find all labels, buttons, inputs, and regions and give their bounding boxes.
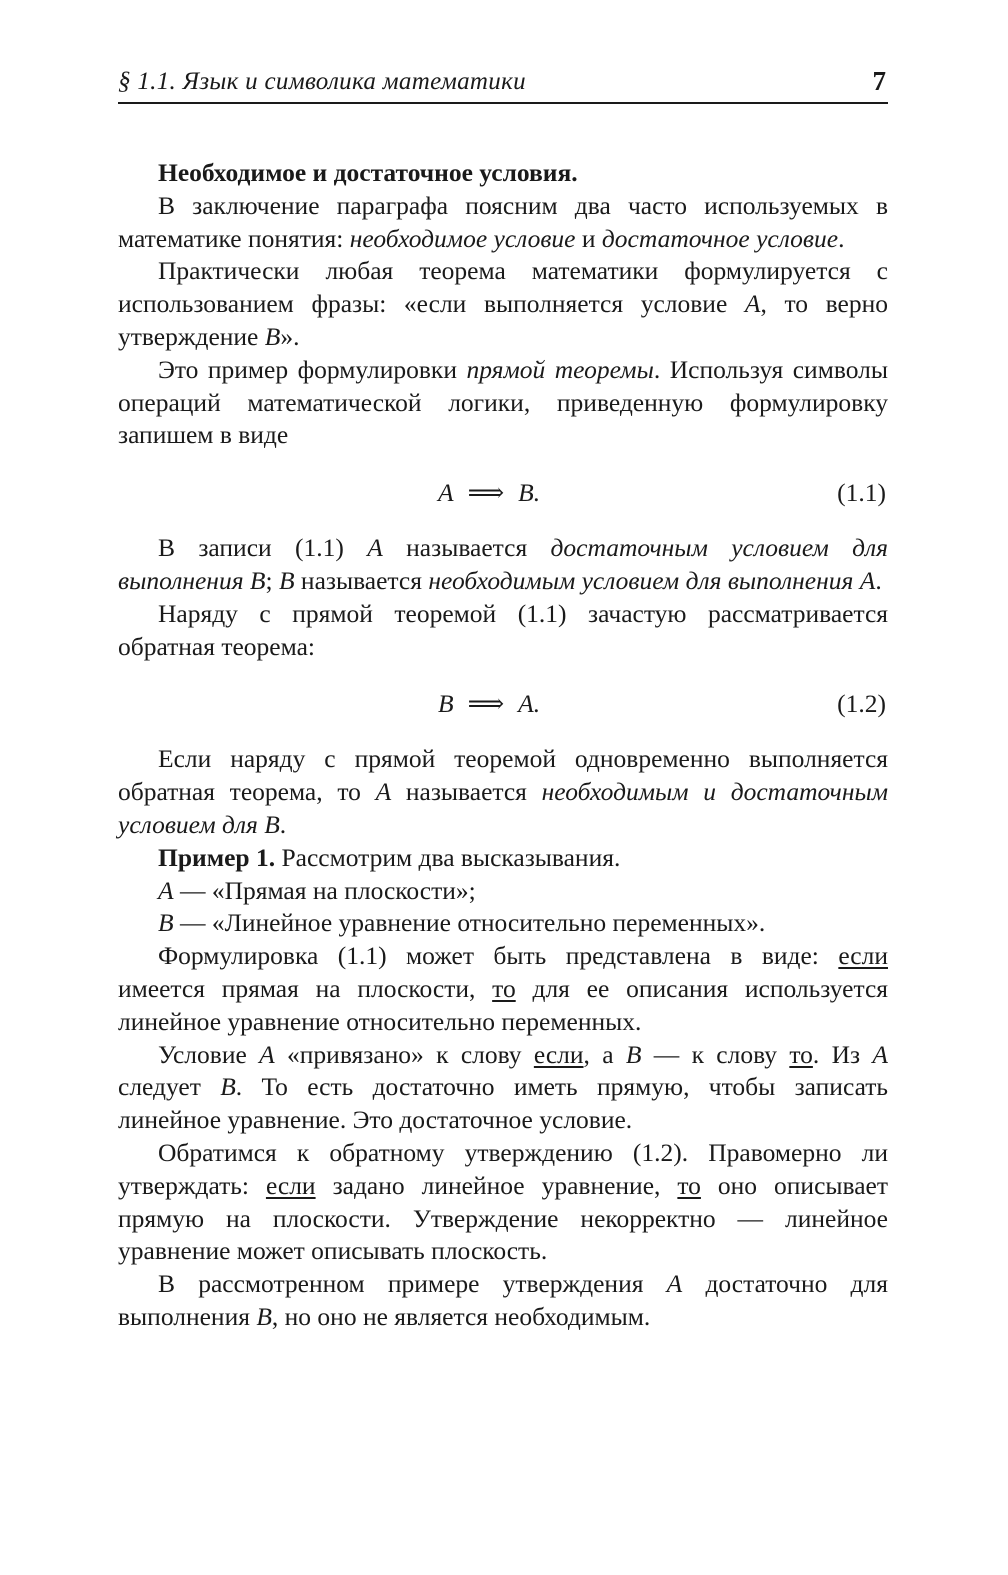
paragraph-7 <box>118 940 888 1038</box>
math-var: B <box>438 689 454 719</box>
text-span: имеется прямая на плоскости, <box>118 973 493 1003</box>
math-var: A. <box>518 689 541 719</box>
text-span: — к слову <box>641 1039 790 1069</box>
section-heading <box>118 157 888 190</box>
paragraph-2 <box>118 255 888 353</box>
paragraph-3 <box>118 354 888 452</box>
formula-1-1 <box>118 460 888 526</box>
text-span: Рассмотрим два высказывания. <box>275 842 621 872</box>
text-span: следует <box>118 1072 221 1102</box>
text-span: задано линейное уравнение, <box>315 1170 678 1200</box>
paragraph-6 <box>118 743 888 841</box>
text-span: называется <box>391 777 542 807</box>
paragraph-8 <box>118 1039 888 1137</box>
text-span: . То есть достаточно иметь прямую, чтобы записать линейное уравнение. Это достаточное условие. <box>118 1072 888 1135</box>
math-var: A <box>744 289 761 319</box>
section-heading-text: Необходимое и достаточное условия. <box>158 158 578 187</box>
text-span: называется <box>382 533 551 563</box>
equation-number: (1.1) <box>837 478 886 508</box>
text-span: . Из <box>812 1039 873 1069</box>
text-span: «привязано» к слову <box>274 1039 534 1069</box>
math-var: B. <box>518 478 541 508</box>
text-span: ». <box>280 321 300 351</box>
term-necessary: необходимым условием для выполнения <box>428 565 860 595</box>
text-span: . <box>875 565 882 595</box>
text-span: — «Линейное уравнение относительно переменных». <box>173 908 766 938</box>
underlined-word: если <box>265 1170 316 1200</box>
paragraph-9 <box>118 1137 888 1268</box>
text-span: и <box>575 223 602 253</box>
math-var: A <box>872 1039 888 1069</box>
math-var: B <box>625 1039 642 1069</box>
text-span: . <box>279 809 287 839</box>
math-var: A <box>158 875 174 905</box>
underlined-word: то <box>789 1039 813 1069</box>
page-number: 7 <box>872 66 886 96</box>
text-span: В заключение параграфа поясним два часто используемых в математике понятия: <box>118 190 888 253</box>
term-sufficient-condition: достаточное условие <box>601 223 839 253</box>
paragraph-4 <box>118 532 888 598</box>
text-span: — «Прямая на плоскости»; <box>173 875 476 905</box>
math-var: A <box>438 478 454 508</box>
example-1 <box>118 842 888 875</box>
text-span: для ее описания используется линейное уравнение относительно переменных. <box>118 973 889 1036</box>
running-title: § 1.1. Язык и символика математики <box>118 68 526 95</box>
text-span: , а <box>583 1039 626 1069</box>
paragraph-10 <box>118 1268 888 1334</box>
equation-number: (1.2) <box>837 689 886 719</box>
text-span: Наряду с прямой теоремой (1.1) зачастую рассматривается обратная теорема: <box>118 598 888 661</box>
math-var: B <box>158 908 174 938</box>
term-sufficient: достаточным условием для выполнения <box>118 533 888 595</box>
text-span: Если наряду с прямой теоремой одновременно выполняется обратная теорема, то <box>118 744 888 807</box>
math-var: A <box>375 777 392 807</box>
text-span: Условие <box>158 1039 260 1069</box>
statement-a <box>118 875 888 908</box>
body-text <box>118 157 888 1334</box>
math-var: B <box>256 1301 272 1331</box>
math-var: A <box>259 1039 275 1069</box>
text-span: Формулировка (1.1) может быть представлена в виде: <box>158 941 839 971</box>
math-var: A <box>859 565 876 595</box>
underlined-word: то <box>677 1170 701 1200</box>
text-span: достаточно для выполнения <box>118 1269 888 1331</box>
math-var: B <box>278 565 295 595</box>
paragraph-1 <box>118 190 888 256</box>
text-span: оно описывает прямую на плоскости. Утверждение некорректно — линейное уравнение может описывать плоскость. <box>118 1170 888 1266</box>
formula-expression <box>438 477 540 510</box>
underlined-word: если <box>533 1039 584 1069</box>
paragraph-5 <box>118 598 888 664</box>
running-header <box>118 62 888 104</box>
text-span: Практически любая теорема математики формулируется с использованием фразы: «если выполняется условие <box>118 256 888 319</box>
text-span: называется <box>294 565 429 595</box>
text-span: , но оно не является необходимым. <box>271 1301 651 1331</box>
statement-b <box>118 907 888 940</box>
math-var: A <box>367 533 383 563</box>
underlined-word: то <box>492 973 516 1003</box>
implies-symbol: ⟹ <box>467 689 505 719</box>
example-label: Пример 1. <box>158 842 276 872</box>
implies-symbol: ⟹ <box>467 478 505 508</box>
text-span: Это пример формулировки <box>158 354 467 384</box>
text-span: В рассмотренном примере утверждения <box>158 1269 667 1299</box>
term-necessary-and-sufficient: необходимым и достаточным условием для <box>118 777 889 839</box>
math-var: B <box>264 321 281 351</box>
text-span: , то верно утверждение <box>118 289 888 351</box>
underlined-word: если <box>838 941 888 971</box>
text-span: Обратимся к обратному утверждению (1.2). Правомерно ли утверждать: <box>118 1137 888 1200</box>
formula-expression <box>438 688 540 721</box>
term-necessary-condition: необходимое условие <box>349 223 576 253</box>
text-span: . Используя символы операций математической логики, приведенную формулировку запишем в виде <box>118 354 888 450</box>
math-var: B <box>249 565 266 595</box>
text-span: В записи (1.1) <box>158 533 368 563</box>
math-var: B <box>264 809 280 839</box>
formula-1-2 <box>118 671 888 737</box>
term-direct-theorem: прямой теоремы <box>466 354 654 384</box>
math-var: B <box>220 1072 236 1102</box>
math-var: A <box>666 1269 683 1299</box>
text-span: ; <box>265 565 279 595</box>
text-span: . <box>838 223 845 253</box>
